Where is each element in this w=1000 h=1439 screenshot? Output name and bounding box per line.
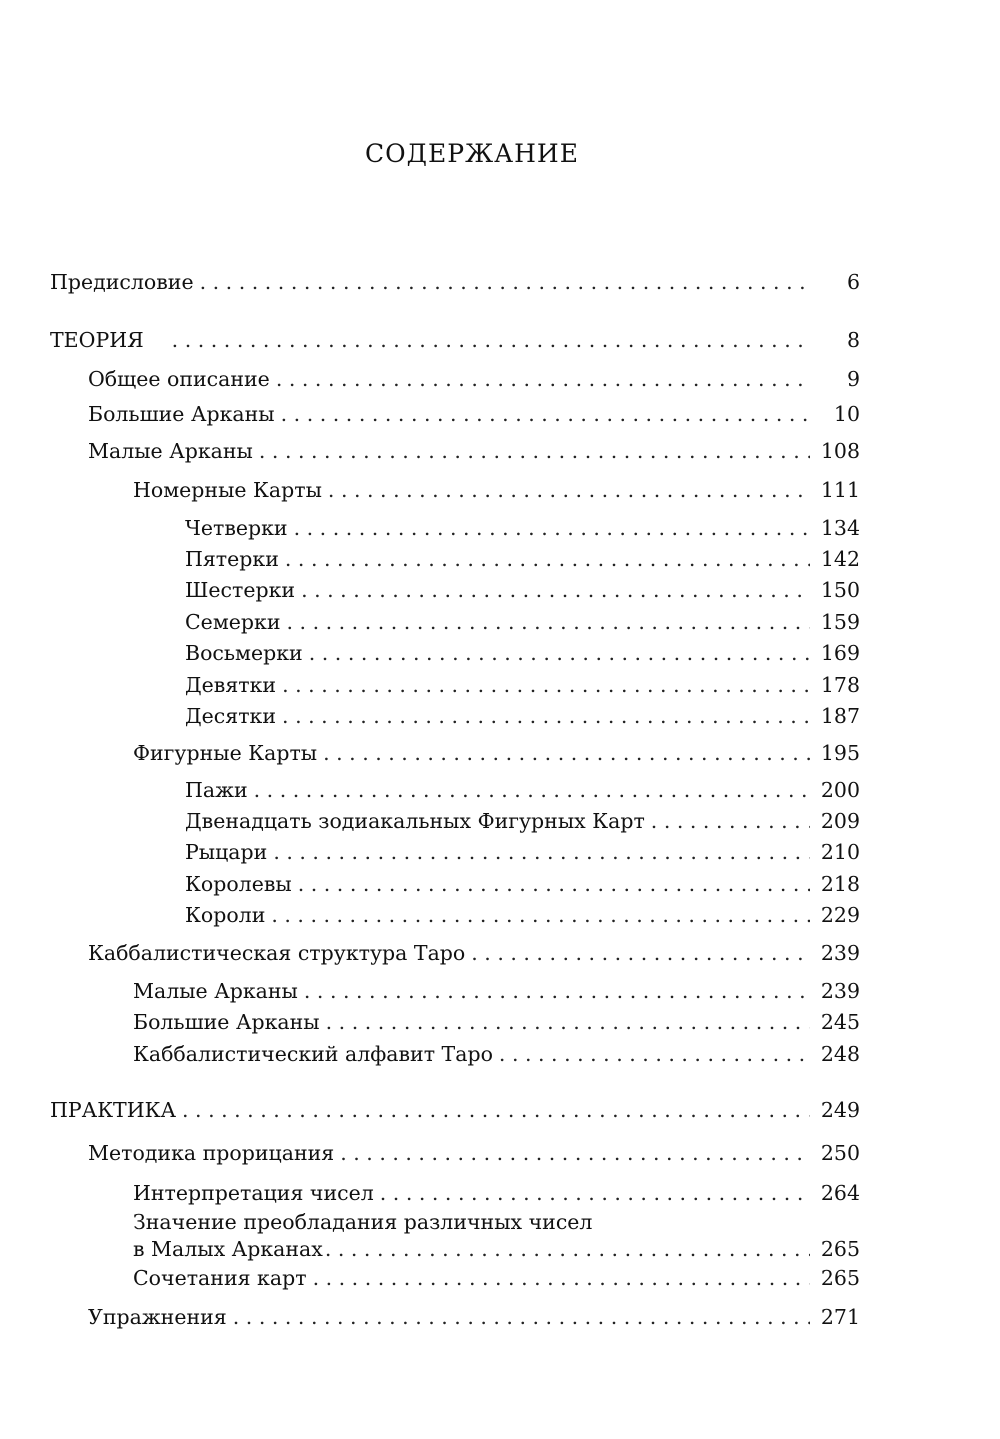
toc-entry-title: Короли xyxy=(185,903,266,927)
toc-entry xyxy=(88,1138,860,1168)
toc-entry-page: 265 xyxy=(820,1237,860,1261)
toc-entry-page: 150 xyxy=(820,578,860,602)
toc-entry-title: Малые Арканы xyxy=(133,979,298,1003)
toc-entry-title: Четверки xyxy=(185,516,288,540)
toc-entry-title: Двенадцать зодиакальных Фигурных Карт xyxy=(185,809,645,833)
toc-entry-title: Интерпретация чисел xyxy=(133,1181,374,1205)
toc-entry-title: ТЕОРИЯ xyxy=(50,328,144,352)
toc-entry xyxy=(185,869,860,899)
dot-leader xyxy=(254,775,810,805)
toc-entry-page: 159 xyxy=(820,610,860,634)
toc-entry-page: 239 xyxy=(820,979,860,1003)
toc-entry-title: Семерки xyxy=(185,610,281,634)
toc-entry xyxy=(133,976,860,1006)
dot-leader xyxy=(285,544,810,574)
toc-entry xyxy=(185,575,860,605)
dot-leader xyxy=(259,436,810,466)
toc-entry-page: 195 xyxy=(820,741,860,765)
toc-entry xyxy=(133,1263,860,1293)
toc-entry-page: 10 xyxy=(833,402,860,426)
toc-entry xyxy=(133,738,860,768)
dot-leader xyxy=(471,938,810,968)
dot-leader xyxy=(326,1007,810,1037)
toc-entry-preface xyxy=(50,267,860,297)
toc-entry-page: 264 xyxy=(820,1181,860,1205)
toc-entry-page: 142 xyxy=(820,547,860,571)
toc-entry-practice xyxy=(50,1095,860,1125)
dot-leader xyxy=(380,1178,810,1208)
dot-leader xyxy=(281,399,810,429)
dot-leader xyxy=(340,1138,810,1168)
toc-entry-multiline xyxy=(133,1209,860,1263)
toc-entry xyxy=(133,1039,860,1069)
toc-entry xyxy=(185,900,860,930)
toc-entry-page: 210 xyxy=(820,840,860,864)
toc-entry-title: Фигурные Карты xyxy=(133,741,318,765)
toc-entry-title: Восьмерки xyxy=(185,641,303,665)
toc-entry-title-line2: в Малых Арканах xyxy=(133,1237,323,1261)
toc-entry xyxy=(185,513,860,543)
dot-leader xyxy=(309,638,810,668)
dot-leader xyxy=(651,806,810,836)
toc-entry-page: 6 xyxy=(846,270,860,294)
toc-entry xyxy=(185,638,860,668)
dot-leader xyxy=(200,267,810,297)
dot-leader xyxy=(273,837,810,867)
toc-entry-title: ПРАКТИКА xyxy=(50,1098,177,1122)
toc-entry-title: Большие Арканы xyxy=(88,402,275,426)
dot-leader xyxy=(271,900,810,930)
toc-entry-page: 111 xyxy=(820,478,860,502)
toc-entry-title: Десятки xyxy=(185,704,277,728)
toc-entry xyxy=(185,837,860,867)
toc-entry xyxy=(133,1007,860,1037)
toc-entry-page: 8 xyxy=(846,328,860,352)
toc-entry xyxy=(133,475,860,505)
toc-entry-title: Королевы xyxy=(185,872,292,896)
toc-entry-page: 209 xyxy=(820,809,860,833)
toc-entry-title: Каббалистическая структура Таро xyxy=(88,941,466,965)
toc-entry-page: 187 xyxy=(820,704,860,728)
dot-leader xyxy=(313,1263,810,1293)
toc-entry xyxy=(185,806,860,836)
toc-entry-title: Пажи xyxy=(185,778,248,802)
dot-leader xyxy=(287,607,811,637)
toc-entry-title: Шестерки xyxy=(185,578,296,602)
dot-leader xyxy=(499,1039,810,1069)
toc-entry-page: 169 xyxy=(820,641,860,665)
toc-entry xyxy=(185,544,860,574)
toc-entry-page: 108 xyxy=(820,439,860,463)
toc-entry-title: Малые Арканы xyxy=(88,439,253,463)
toc-entry-page: 9 xyxy=(846,367,860,391)
toc-entry xyxy=(185,775,860,805)
page-title: СОДЕРЖАНИЕ xyxy=(365,138,579,168)
dot-leader xyxy=(233,1302,810,1332)
toc-entry-page: 200 xyxy=(820,778,860,802)
dot-leader xyxy=(325,1236,810,1263)
toc-entry-title: Предисловие xyxy=(50,270,194,294)
toc-entry-title: Номерные Карты xyxy=(133,478,322,502)
toc-entry xyxy=(88,364,860,394)
dot-leader xyxy=(282,670,810,700)
dot-leader xyxy=(182,1095,810,1125)
dot-leader xyxy=(298,869,810,899)
toc-entry-page: 134 xyxy=(820,516,860,540)
toc-entry-title: Упражнения xyxy=(88,1305,227,1329)
toc-entry-title-line1: Значение преобладания различных чисел xyxy=(133,1210,593,1234)
toc-entry xyxy=(88,938,860,968)
dot-leader xyxy=(323,738,810,768)
toc-entry-page: 271 xyxy=(820,1305,860,1329)
toc-entry xyxy=(185,607,860,637)
toc-entry-title: Методика прорицания xyxy=(88,1141,335,1165)
dot-leader xyxy=(282,701,810,731)
toc-entry-page: 265 xyxy=(820,1266,860,1290)
dot-leader xyxy=(301,575,810,605)
toc-entry-title: Каббалистический алфавит Таро xyxy=(133,1042,493,1066)
toc-entry-title: Общее описание xyxy=(88,367,270,391)
toc-entry-page: 245 xyxy=(820,1010,860,1034)
dot-leader xyxy=(294,513,810,543)
toc-entry xyxy=(185,701,860,731)
dot-leader xyxy=(172,325,810,355)
toc-entry xyxy=(185,670,860,700)
toc-entry-title: Рыцари xyxy=(185,840,268,864)
toc-entry xyxy=(88,399,860,429)
toc-entry-title: Сочетания карт xyxy=(133,1266,307,1290)
toc-entry-title: Большие Арканы xyxy=(133,1010,320,1034)
toc-entry-page: 248 xyxy=(820,1042,860,1066)
toc-entry-title: Девятки xyxy=(185,673,277,697)
toc-entry-title: Пятерки xyxy=(185,547,279,571)
toc-entry-page: 178 xyxy=(820,673,860,697)
toc-entry xyxy=(88,1302,860,1332)
toc-entry xyxy=(88,436,860,466)
toc-entry-page: 249 xyxy=(820,1098,860,1122)
dot-leader xyxy=(328,475,810,505)
toc-entry-page: 229 xyxy=(820,903,860,927)
toc-entry xyxy=(133,1178,860,1208)
dot-leader xyxy=(304,976,810,1006)
dot-leader xyxy=(276,364,810,394)
toc-entry-theory xyxy=(50,325,860,355)
toc-entry-page: 250 xyxy=(820,1141,860,1165)
toc-entry-page: 239 xyxy=(820,941,860,965)
toc-entry-page: 218 xyxy=(820,872,860,896)
